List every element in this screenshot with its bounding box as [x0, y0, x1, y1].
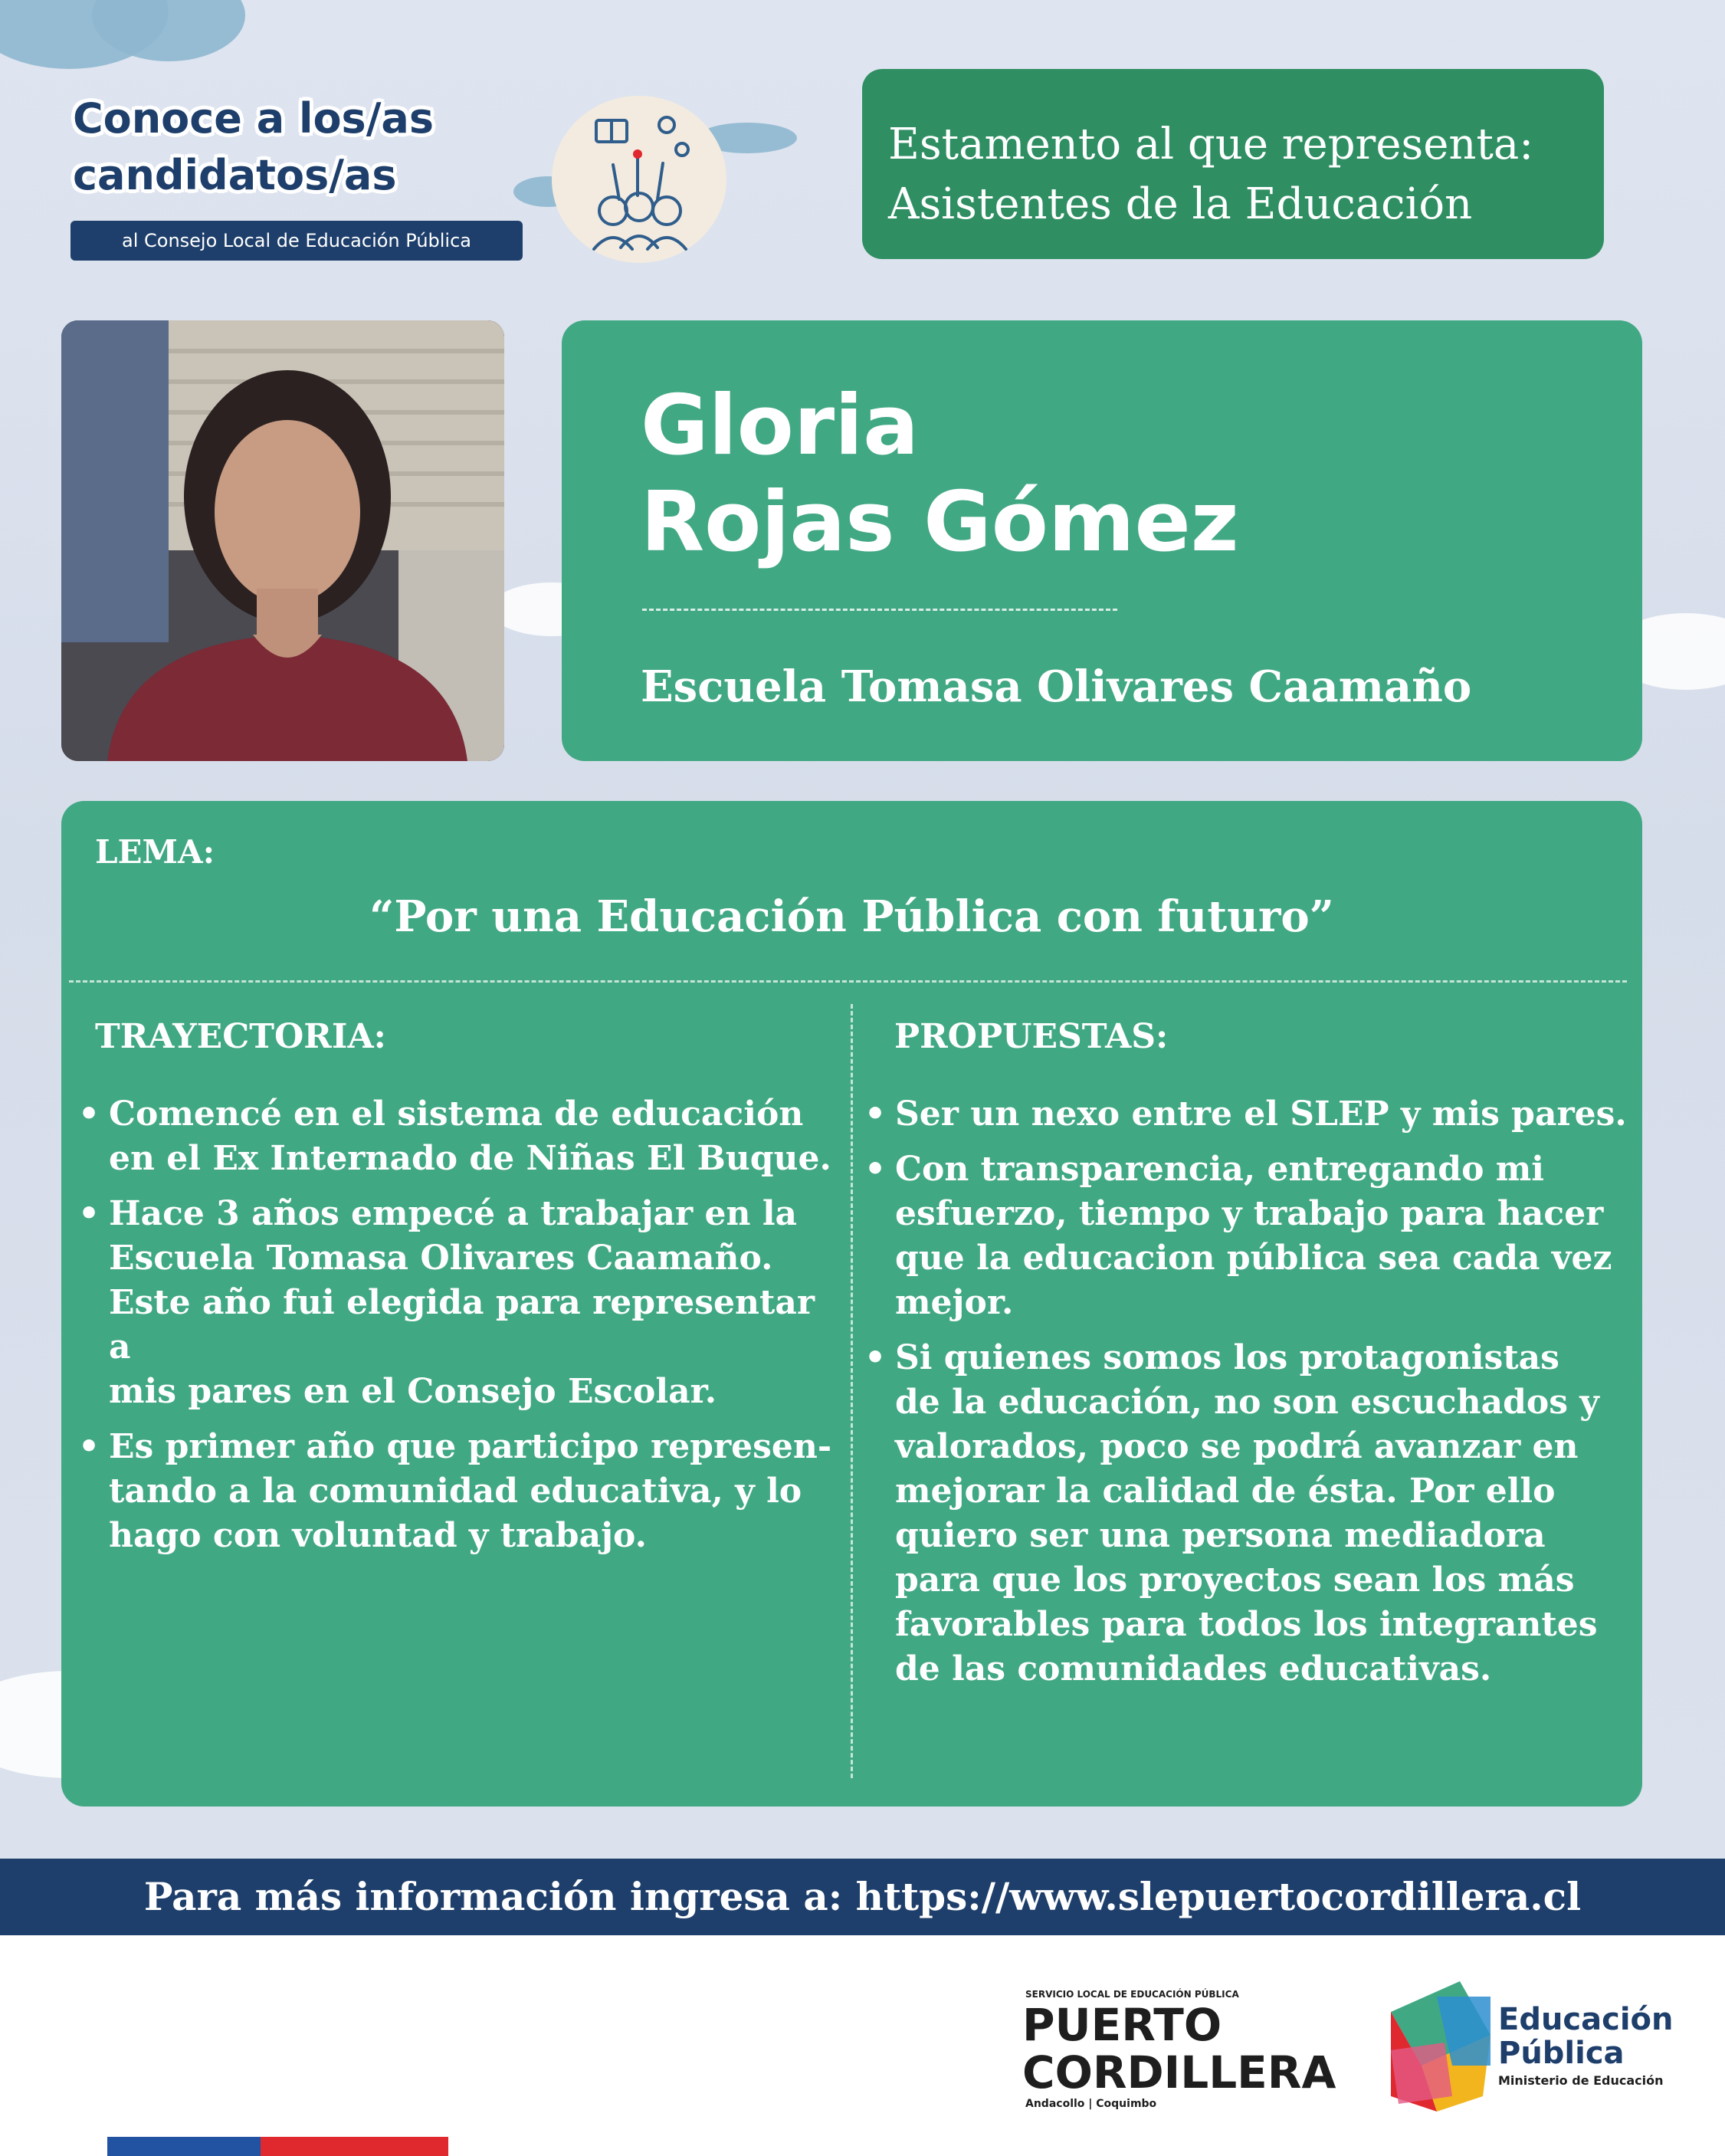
propuesta-item [864, 1147, 1631, 1325]
text-line: • Hace 3 años empecé a trabajar en la [109, 1194, 798, 1233]
estamento-box [862, 69, 1604, 259]
text-line: Escuela Tomasa Olivares Caamaño. [109, 1239, 773, 1278]
lema-label: LEMA: [95, 833, 215, 871]
candidate-name-card [562, 320, 1642, 761]
section-divider [69, 980, 1627, 983]
flag-stripe-blue [107, 2137, 261, 2156]
footer-info-bar [0, 1859, 1725, 1935]
text-line: • Es primer año que participo represen- [109, 1427, 832, 1466]
text-line: mis pares en el Consejo Escolar. [109, 1372, 717, 1411]
header-title-line1: Conoce a los/as [73, 94, 434, 143]
text-line: favorables para todos los integrantes [895, 1605, 1598, 1644]
text-line: valorados, poco se podrá avanzar en [895, 1427, 1579, 1466]
trayectoria-item [78, 1192, 844, 1414]
estamento-value: Asistentes de la Educación [888, 179, 1473, 229]
candidate-last-names: Rojas Gómez [641, 474, 1239, 570]
text-line: hago con voluntad y trabajo. [109, 1516, 647, 1555]
header-title [73, 90, 434, 204]
candidate-photo [61, 320, 504, 761]
slep-logo-places: Andacollo | Coquimbo [1025, 2098, 1157, 2110]
candidate-first-name: Gloria [641, 378, 920, 474]
text-line: para que los proyectos sean los más [895, 1560, 1575, 1600]
text-line: mejorar la calidad de ésta. Por ello [895, 1472, 1556, 1511]
text-line: • Ser un nexo entre el SLEP y mis pares. [895, 1094, 1627, 1134]
trayectoria-item [78, 1092, 844, 1181]
text-line: esfuerzo, tiempo y trabajo para hacer [895, 1194, 1604, 1233]
estamento-label: Estamento al que representa: [888, 120, 1534, 169]
text-line: mejor. [895, 1283, 1014, 1322]
slep-logo-line2: CORDILLERA [1022, 2046, 1336, 2099]
column-divider [851, 1004, 853, 1778]
header-title-line2: candidatos/as [73, 151, 397, 199]
text-line: en el Ex Internado de Niñas El Buque. [109, 1139, 831, 1178]
propuesta-item [864, 1092, 1631, 1137]
footer-info-link[interactable]: Para más información ingresa a: https://www.slepuertocordillera.cl [143, 1874, 1582, 1919]
text-line: que la educacion pública sea cada vez [895, 1239, 1612, 1278]
text-line: • Con transparencia, entregando mi [895, 1150, 1544, 1189]
educacion-publica-logo-icon [1391, 1981, 1491, 2112]
text-line: de las comunidades educativas. [895, 1649, 1492, 1688]
propuesta-item [864, 1336, 1631, 1692]
ep-logo-line3: Ministerio de Educación [1498, 2073, 1664, 2088]
slep-logo-line1: PUERTO [1022, 1999, 1222, 2051]
name-divider [642, 609, 1117, 611]
ep-logo-line2: Pública [1498, 2036, 1625, 2071]
text-line: de la educación, no son escuchados y [895, 1383, 1599, 1422]
trayectoria-title: TRAYECTORIA: [95, 1017, 386, 1056]
text-line: • Comencé en el sistema de educación [109, 1094, 804, 1134]
lema-text: “Por una Educación Pública con futuro” [369, 891, 1334, 942]
propuestas-title: PROPUESTAS: [894, 1017, 1169, 1056]
candidate-school: Escuela Tomasa Olivares Caamaño [641, 661, 1472, 712]
flag-stripe-red [261, 2137, 448, 2156]
candidate-details-card [61, 801, 1642, 1807]
text-line: • Si quienes somos los protagonistas [895, 1338, 1559, 1377]
students-raising-hands-icon [552, 96, 726, 263]
trayectoria-list [78, 1092, 844, 1569]
slep-logo-caption: SERVICIO LOCAL DE EDUCACIÓN PÚBLICA [1025, 1989, 1239, 2000]
trayectoria-item [78, 1425, 844, 1558]
propuestas-list [864, 1092, 1631, 1702]
candidate-name [641, 378, 1239, 571]
text-line: tando a la comunidad educativa, y lo [109, 1472, 802, 1511]
ep-logo-line1: Educación [1498, 2002, 1674, 2037]
text-line: quiero ser una persona mediadora [895, 1516, 1546, 1555]
text-line: Este año fui elegida para representar a [109, 1283, 815, 1367]
header-subtitle: al Consejo Local de Educación Pública [71, 221, 523, 261]
